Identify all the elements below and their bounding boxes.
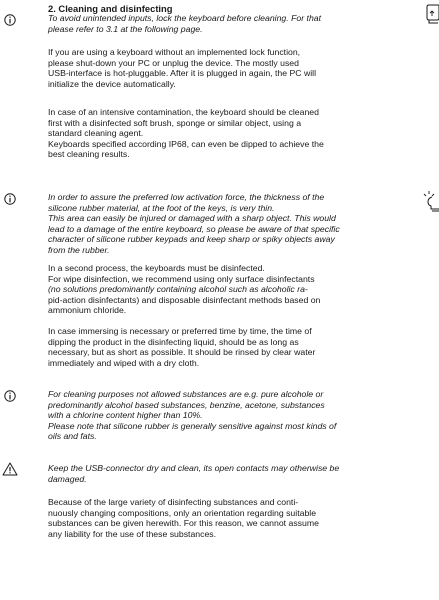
rubber-paragraph bbox=[48, 192, 378, 256]
intro-paragraph bbox=[48, 13, 378, 34]
liability-paragraph bbox=[48, 497, 378, 539]
text-line: For cleaning purposes not allowed substances are e.g. pure alcohole or bbox=[48, 389, 324, 399]
text-line: initialize the device automatically. bbox=[48, 78, 176, 89]
text-line: In case immersing is necessary or preferred time by time, the time of bbox=[48, 326, 312, 336]
text-line: first with a disinfected soft brush, sponge or similar object, using a bbox=[48, 117, 302, 128]
warning-triangle-icon bbox=[2, 462, 18, 476]
text-line: necessary, but as short as possible. It should be rinsed by clear water bbox=[48, 347, 316, 358]
text-line: please refer to 3.1 at the following page. bbox=[48, 23, 203, 34]
text-line: nuously changing compositions, only an orientation regarding suitable bbox=[48, 507, 317, 518]
text-line: Please note that silicone rubber is generally sensitive against most kinds of bbox=[48, 420, 337, 431]
second-process-paragraph bbox=[48, 263, 378, 316]
text-line: If you are using a keyboard without an implemented lock function, bbox=[48, 47, 301, 57]
text-line: please shut-down your PC or unplug the device. The mostly used bbox=[48, 57, 299, 68]
text-line: with a chlorine content higher than 10%. bbox=[48, 410, 203, 421]
text-line: Because of the large variety of disinfecting substances and conti- bbox=[48, 497, 299, 507]
text-line: In order to assure the preferred low activation force, the thickness of the bbox=[48, 192, 325, 202]
text-line: oils and fats. bbox=[48, 431, 97, 442]
text-line: any liability for the use of these substances. bbox=[48, 528, 217, 539]
text-line: In case of an intensive contamination, the keyboard should be cleaned bbox=[48, 107, 319, 117]
immersing-paragraph bbox=[48, 326, 378, 368]
info-circle-icon bbox=[4, 193, 16, 205]
text-line: best cleaning results. bbox=[48, 149, 130, 160]
text-line: lead to a damage of the entire keyboard, so please be aware of that specific bbox=[48, 223, 340, 234]
usb-warning-paragraph bbox=[48, 463, 378, 484]
text-line: damaged. bbox=[48, 473, 87, 484]
text-line: To avoid unintended inputs, lock the keyboard before cleaning. For that bbox=[48, 13, 322, 23]
text-line: standard cleaning agent. bbox=[48, 128, 144, 139]
text-line: USB-interface is hot-pluggable. After it is plugged in again, the PC will bbox=[48, 68, 317, 79]
text-line: immediately and wiped with a dry cloth. bbox=[48, 357, 200, 368]
text-line: This area can easily be injured or damaged with a sharp object. This would bbox=[48, 213, 336, 224]
info-circle-icon bbox=[4, 14, 16, 26]
text-line: For wipe disinfection, we recommend using only surface disinfectants bbox=[48, 273, 315, 284]
text-line: from the rubber. bbox=[48, 244, 110, 255]
text-line: dipping the product in the disinfecting liquid, should be as long as bbox=[48, 336, 299, 347]
text-line: predominantly alcohol based substances, benzine, acetone, substances bbox=[48, 399, 325, 410]
text-line: Keyboards specified according IP68, can even be dipped to achieve the bbox=[48, 138, 324, 149]
text-line: (no solutions predominantly containing alcohol such as alcoholic ra- bbox=[48, 284, 308, 295]
text-line: ammonium chloride. bbox=[48, 305, 127, 316]
text-line: substances can be given herewith. For this reason, we cannot assume bbox=[48, 518, 319, 529]
text-line: character of silicone rubber keypads and keep sharp or spiky objects away bbox=[48, 234, 335, 245]
text-line: In a second process, the keyboards must be disinfected. bbox=[48, 263, 265, 273]
text-line: Keep the USB-connector dry and clean, its open contacts may otherwise be bbox=[48, 463, 340, 473]
text-line: silicone rubber material, at the foot of the keys, is very thin. bbox=[48, 202, 275, 213]
contamination-paragraph bbox=[48, 107, 378, 160]
text-line: pid-action disinfectants) and disposable disinfectant methods based on bbox=[48, 294, 321, 305]
keyboard-key-icon bbox=[425, 4, 439, 24]
not-allowed-paragraph bbox=[48, 389, 378, 442]
section-heading: 2. Cleaning and disinfecting bbox=[48, 3, 173, 14]
lightbulb-icon bbox=[423, 190, 439, 214]
no-lock-paragraph bbox=[48, 47, 378, 89]
info-circle-icon bbox=[4, 390, 16, 402]
